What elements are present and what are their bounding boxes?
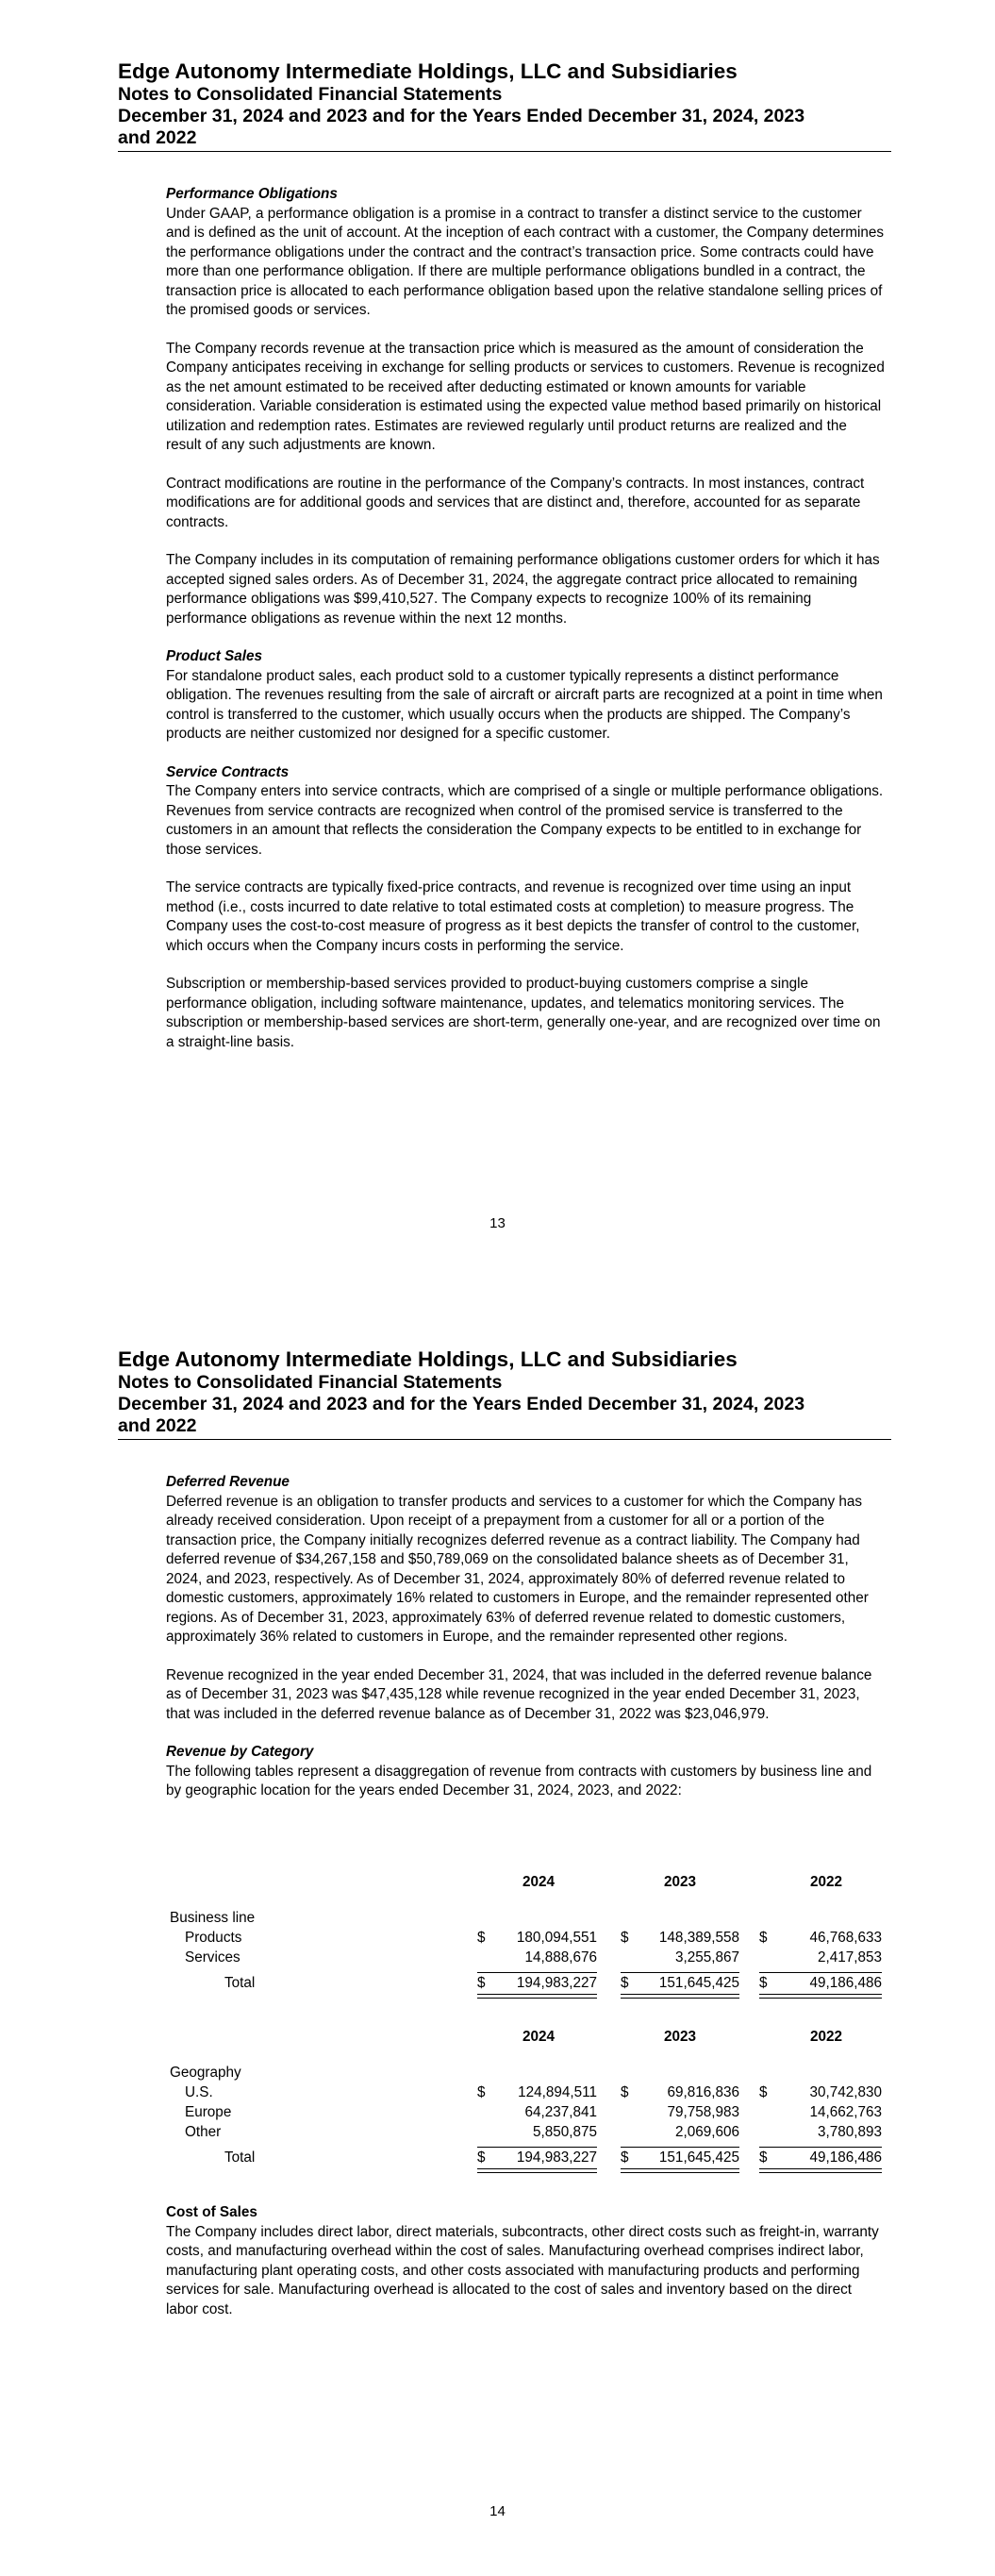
total-double-rule (759, 2168, 882, 2173)
total-double-rule (759, 1994, 882, 1999)
subtotal-rule (759, 2147, 882, 2148)
dollar-sign: $ (759, 1975, 768, 1991)
subtotal-rule (477, 2147, 597, 2148)
total-double-rule (621, 2168, 739, 2173)
period-line-2: and 2022 (118, 127, 197, 148)
cell-value: 69,816,836 (667, 2084, 739, 2100)
cell-value: 14,888,676 (524, 1949, 597, 1965)
dollar-sign: $ (477, 2084, 486, 2100)
cell-value: 2,069,606 (674, 2124, 739, 2140)
dollar-sign: $ (759, 2149, 768, 2166)
table-row (166, 2065, 886, 2084)
cell-value: 79,758,983 (667, 2104, 739, 2120)
paragraph: Deferred revenue is an obligation to transfer products and services to a customer for which the Company has already received consideration. Upon receipt of a prepayment from a customer for all or a portion of the transaction price, the Company initially recognizes deferred revenue as a contract liability. The Company had deferred revenue of $34,267,158 and $50,789,069 on the consolidated balance sheets as of December 31, 2024, and 2023, respectively. As of December 31, 2024, approximately 80% of deferred revenue related to domestic customers, approximately 16% related to customers in Europe, and the remainder represented other regions. As of December 31, 2023, approximately 63% of deferred revenue related to domestic customers, approximately 36% related to customers in Europe, and the remainder represented other regions. (166, 1493, 869, 1645)
cell-value: 180,094,551 (516, 1930, 597, 1946)
page-header (118, 59, 891, 152)
page-13-body (166, 185, 886, 1071)
notes-title: Notes to Consolidated Financial Statements (118, 1372, 503, 1393)
paragraph: The Company records revenue at the transaction price which is measured as the amount of consideration the Company anticipates receiving in exchange for selling products or services to customers. Revenue is recognized as the net amount estimated to be received after deducting estimated or known amounts for variable consideration. Variable consideration is estimated using the expected value method based primarily on historical utilization and redemption rates. Estimates are reviewed regularly until product returns are realized and the result of any such adjustments are known. (166, 340, 885, 453)
table-header-row (166, 2029, 886, 2049)
paragraph: Under GAAP, a performance obligation is a promise in a contract to transfer a distinct service to the customer and is defined as the unit of account. At the inception of each contract with a customer, the Company determines the performance obligations under the contract and the contract’s transaction price. Some contracts could have more than one performance obligation. If there are multiple performance obligations bundled in a contract, the transaction price is allocated to each performance obligation based upon the relative standalone selling prices of the promised goods or services. (166, 205, 885, 318)
cell-value: 148,389,558 (658, 1930, 739, 1946)
period-line-1: December 31, 2024 and 2023 and for the Years Ended December 31, 2024, 2023 (118, 1394, 805, 1414)
page-14 (0, 1288, 995, 2576)
header-rule (118, 149, 891, 152)
dollar-sign: $ (477, 1975, 486, 1991)
dollar-sign: $ (621, 2084, 629, 2100)
row-label: U.S. (185, 2084, 213, 2100)
period-line-1: December 31, 2024 and 2023 and for the Years Ended December 31, 2024, 2023 (118, 106, 805, 126)
company-name: Edge Autonomy Intermediate Holdings, LLC and Subsidiaries (118, 1347, 738, 1371)
year-header: 2024 (522, 1874, 556, 1890)
cell-value: 2,417,853 (817, 1949, 882, 1965)
cell-value: 3,255,867 (674, 1949, 739, 1965)
page-number: 13 (489, 1215, 506, 1231)
table-row (166, 1910, 886, 1930)
header-rule (118, 1437, 891, 1440)
paragraph: The Company includes in its computation of remaining performance obligations customer orders for which it has accepted signed sales orders. As of December 31, 2024, the aggregate contract price allocated to remaining performance obligations was $99,410,527. The Company expects to recognize 100% of its remaining performance obligations as revenue within the next 12 months. (166, 552, 880, 627)
table-row (166, 2124, 886, 2144)
year-header: 2023 (663, 2029, 697, 2045)
period-line-2: and 2022 (118, 1415, 197, 1436)
total-row (166, 1975, 886, 1995)
cell-value: 194,983,227 (516, 1975, 597, 1991)
row-label: Europe (185, 2104, 232, 2120)
dollar-sign: $ (621, 1975, 629, 1991)
total-double-rule (477, 1994, 597, 1999)
year-header: 2022 (809, 2029, 843, 2045)
dollar-sign: $ (621, 2149, 629, 2166)
paragraph: Contract modifications are routine in the performance of the Company’s contracts. In most instances, contract modifications are for additional goods and services that are distinct and, therefore, accounted for as separate contracts. (166, 475, 865, 530)
cell-value: 151,645,425 (658, 1975, 739, 1991)
page-number: 14 (489, 2503, 506, 2519)
section-title-deferred-revenue: Deferred Revenue (166, 1474, 290, 1490)
total-double-rule (477, 2168, 597, 2173)
year-header: 2024 (522, 2029, 556, 2045)
paragraph: The following tables represent a disaggregation of revenue from contracts with customers by business line and by geographic location for the years ended December 31, 2024, 2023, and 2022: (166, 1763, 872, 1798)
table-header-row (166, 1874, 886, 1894)
business-line-table (166, 1874, 886, 1995)
row-label: Products (185, 1930, 242, 1946)
section-title-service-contracts: Service Contracts (166, 763, 290, 780)
paragraph: The Company enters into service contracts, which are comprised of a single or multiple performance obligations. Revenues from service contracts are recognized when control of the promised service is transferred to the customers in an amount that reflects the consideration the Company expects to be entitled to in exchange for those services. (166, 783, 884, 858)
paragraph: The Company includes direct labor, direct materials, subcontracts, other direct costs such as freight-in, warranty costs, and manufacturing overhead within the cost of sales. Manufacturing overhead comprises indirect labor, manufacturing plant operating costs, and other costs associated with manufacturing products and performing services for sale. Manufacturing overhead is allocated to the cost of sales and inventory based on the direct labor cost. (166, 2223, 879, 2317)
dollar-sign: $ (759, 2084, 768, 2100)
total-row (166, 2149, 886, 2169)
dollar-sign: $ (759, 1930, 768, 1946)
paragraph: For standalone product sales, each product sold to a customer typically represents a distinct performance obligation. The revenues resulting from the sale of aircraft or aircraft parts are recognized at a point in time when control is transferred to the customer, which usually occurs when the products are shipped. The Company’s products are neither customized nor designed for a specific customer. (166, 667, 883, 742)
year-header: 2023 (663, 1874, 697, 1890)
row-label: Total (224, 2149, 256, 2166)
paragraph: Revenue recognized in the year ended December 31, 2024, that was included in the deferred revenue balance as of December 31, 2023 was $47,435,128 while revenue recognized in the year ended December 31, 2023, that was included in the deferred revenue balance as of December 31, 2022 was $23,046,979. (166, 1666, 872, 1722)
cell-value: 194,983,227 (516, 2149, 597, 2166)
section-title-product-sales: Product Sales (166, 648, 263, 664)
cell-value: 49,186,486 (809, 2149, 882, 2166)
dollar-sign: $ (621, 1930, 629, 1946)
cell-value: 14,662,763 (809, 2104, 882, 2120)
dollar-sign: $ (477, 1930, 486, 1946)
table-row (166, 1949, 886, 1969)
cell-value: 3,780,893 (817, 2124, 882, 2140)
subtotal-rule (759, 1972, 882, 1973)
cell-value: 124,894,511 (518, 2084, 597, 2100)
subtotal-rule (621, 2147, 739, 2148)
group-heading: Geography (170, 2065, 241, 2081)
paragraph: The service contracts are typically fixed-price contracts, and revenue is recognized over time using an input method (i.e., costs incurred to date relative to total estimated costs at completion) to measure progress. The Company uses the cost-to-cost measure of progress as it best depicts the transfer of control to the customer, which occurs when the Company incurs costs in performing the service. (166, 879, 860, 954)
section-title-revenue-by-category: Revenue by Category (166, 1744, 314, 1760)
table-row (166, 2104, 886, 2124)
subtotal-rule (621, 1972, 739, 1973)
subtotal-rule (477, 1972, 597, 1973)
cell-value: 5,850,875 (532, 2124, 597, 2140)
page-14-body-bottom (166, 2203, 886, 2338)
cell-value: 30,742,830 (809, 2084, 882, 2100)
company-name: Edge Autonomy Intermediate Holdings, LLC and Subsidiaries (118, 59, 738, 83)
dollar-sign: $ (477, 2149, 486, 2166)
section-title-cost-of-sales: Cost of Sales (166, 2204, 257, 2220)
row-label: Total (224, 1975, 256, 1991)
page-header (118, 1347, 891, 1440)
row-label: Services (185, 1949, 240, 1965)
year-header: 2022 (809, 1874, 843, 1890)
paragraph: Subscription or membership-based services provided to product-buying customers comprise a single performance obligation, including software maintenance, updates, and telematics monitoring services. The subscription or membership-based services are short-term, generally one-year, and are recognized over time on a straight-line basis. (166, 976, 881, 1050)
table-row (166, 2084, 886, 2104)
table-row (166, 1930, 886, 1949)
group-heading: Business line (170, 1910, 256, 1926)
cell-value: 64,237,841 (524, 2104, 597, 2120)
row-label: Other (185, 2124, 222, 2140)
cell-value: 46,768,633 (809, 1930, 882, 1946)
total-double-rule (621, 1994, 739, 1999)
page-14-body-top (166, 1473, 886, 1820)
cell-value: 151,645,425 (658, 2149, 739, 2166)
section-title-performance-obligations: Performance Obligations (166, 186, 338, 202)
geography-table (166, 2029, 886, 2169)
notes-title: Notes to Consolidated Financial Statements (118, 84, 503, 105)
cell-value: 49,186,486 (809, 1975, 882, 1991)
